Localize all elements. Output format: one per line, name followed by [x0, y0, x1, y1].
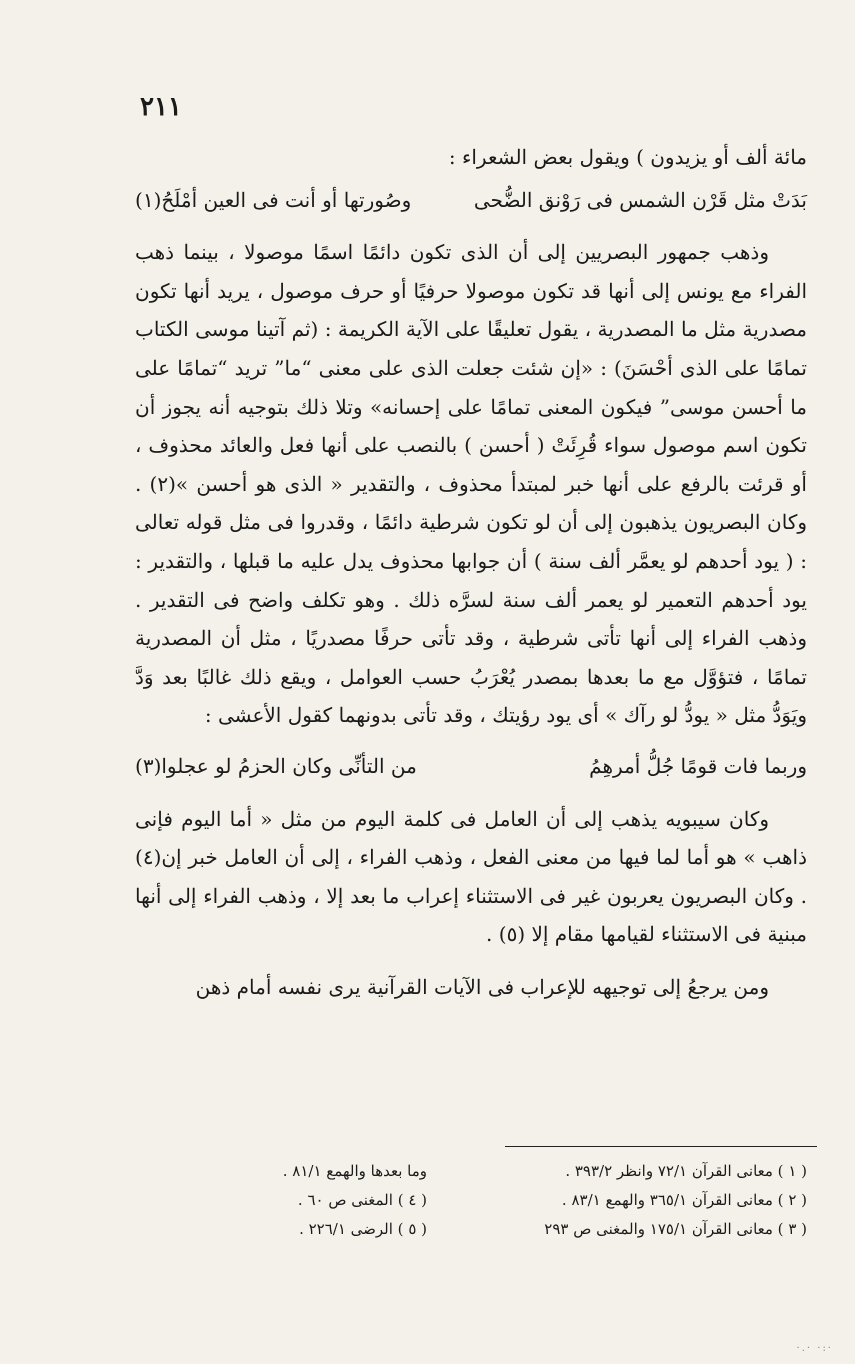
verse-1: [135, 181, 807, 220]
verse-1-hemistich-a: بَدَتْ مثل قَرْن الشمس فى رَوْنق الضُّحى: [473, 187, 807, 212]
footnotes-right-column: [477, 1157, 807, 1244]
footnote-divider: [505, 1146, 817, 1147]
footnote-3: ( ٣ ) معانى القرآن ١٧٥/١ والمغنى ص ٢٩٣: [544, 1220, 807, 1238]
paragraph-4: ومن يرجعُ إلى توجيهه للإعراب فى الآيات القرآنية يرى نفسه أمام ذهن: [195, 974, 769, 999]
footnotes-left-column: [227, 1157, 427, 1244]
footnote-3-continued: وما بعدها والهمع ٨١/١ .: [282, 1162, 427, 1180]
verse-2: [135, 747, 807, 786]
paragraph-1: مائة ألف أو يزيدون ) ويقول بعض الشعراء :: [448, 145, 807, 169]
footnote-1: ( ١ ) معانى القرآن ٧٢/١ وانظر ٣٩٣/٢ .: [565, 1162, 807, 1180]
scan-specks: ·.· ·:·: [796, 1343, 833, 1354]
footnote-2: ( ٢ ) معانى القرآن ٣٦٥/١ والهمع ٨٣/١ .: [561, 1191, 807, 1209]
verse-2-hemistich-a: وربما فات قومًا جُلُّ أمرهِمُ: [589, 753, 807, 778]
footnote-4: ( ٤ ) المغنى ص ٦٠ .: [297, 1191, 427, 1209]
paragraph-3: وكان سيبويه يذهب إلى أن العامل فى كلمة اليوم من مثل « أما اليوم فإنى ذاهب » هو أما لما فيها من معنى الفعل ، وذهب الفراء ، إلى أن العامل خبر إن(٤) . وكان البصريون يعربون غير فى الاستثناء إعراب ما بعد إلا ، وذهب الفراء إلى أنها مبنية فى الاستثناء لقيامها مقام إلا (٥) .: [135, 806, 807, 947]
page-number: ٢١١: [140, 92, 182, 122]
paragraph-2: وذهب جمهور البصريين إلى أن الذى تكون دائمًا اسمًا موصولا ، بينما ذهب الفراء مع يونس إلى أنها قد تكون موصولا حرفيًا أو حرف موصول ، يريد أنها تكون مصدرية مثل ما المصدرية ، يقول تعليقًا على الآية الكريمة : (ثم آتينا موسى الكتاب تمامًا على الذى أحْسَنَ) : «إن شئت جعلت الذى على معنى “ما” تريد “تمامًا على ما أحسن موسى” فيكون المعنى تمامًا على إحسانه» وتلا ذلك بتوجيه أنه يجوز أن تكون اسم موصول سواء قُرِئَتْ ( أحسن ) بالنصب على أنها فعل والعائد محذوف ، أو قرئت بالرفع على أنها خبر لمبتدأ محذوف ، والتقدير « الذى هو أحسن »(٢) . وكان البصريون يذهبون إلى أن لو تكون شرطية دائمًا ، وقدروا فى مثل قوله تعالى : ( يود أحدهم لو يعمَّر ألف سنة ) أن جوابها محذوف يدل عليه ما قبلها ، والتقدير : يود أحدهم التعمير لو يعمر ألف سنة لسرَّه ذلك . وهو تكلف واضح فى التقدير . وذهب الفراء إلى أنها تأتى شرطية ، وقد تأتى حرفًا مصدريًا ، مثل أن المصدرية تمامًا ، فتؤوَّل مع ما بعدها بمصدر يُعْرَبُ حسب العوامل ، ويقع ذلك غالبًا بعد وَدَّ ويَوَدُّ مثل « يودُّ لو رآك » أى يود رؤيتك ، وقد تأتى بدونهما كقول الأعشى :: [135, 240, 807, 728]
verse-2-hemistich-b: من التأنِّى وكان الحزمُ لو عجلوا(٣): [135, 753, 417, 778]
main-text: [135, 138, 807, 1006]
verse-1-hemistich-b: وصُورتها أو أنت فى العين أمْلَحُ(١): [135, 187, 412, 212]
footnote-5: ( ٥ ) الرضى ٢٢٦/١ .: [299, 1220, 427, 1238]
